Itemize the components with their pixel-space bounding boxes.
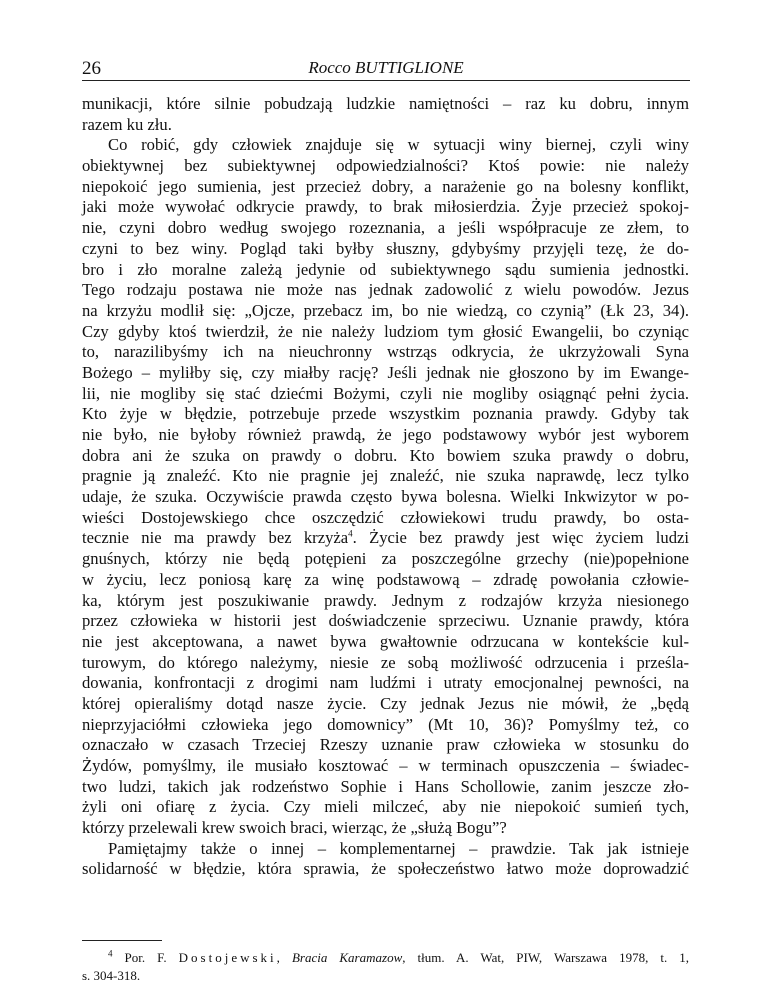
- text-line: przez człowieka w historii jest doświadczenie sprzeciwu. Uznanie prawdy, która: [82, 611, 689, 631]
- footnote-line: s. 304-318.: [82, 968, 141, 983]
- text-line: nieprzyjaciółmi człowieka jego domownicy” (Mt 10, 36)? Pomyślmy też, co: [82, 714, 689, 734]
- text-line: Bożego – myliłby się, czy miałby rację? Jeśli jednak nie głoszono by im Ewange-: [82, 362, 689, 382]
- footnote-separator: [82, 940, 162, 941]
- text-line: czyni to bez winy. Pogląd taki byłby słuszny, gdybyśmy przyjęli tezę, że do-: [82, 238, 689, 258]
- text-line: Kto żyje w błędzie, potrzebuje przede wszystkim poznania prawdy. Gdyby tak: [82, 404, 689, 424]
- text-line: której opieraliśmy dotąd nasze życie. Czy jednak Jezus nie mówił, że „będą: [82, 693, 689, 713]
- footnote: [82, 949, 689, 985]
- main-text: [82, 94, 689, 880]
- text-line-with-footnote: [82, 528, 689, 549]
- text-line: którzy przelewali krew swoich braci, wierząc, że „służą Bogu”?: [82, 818, 507, 838]
- footnote-line: $^4$ Por. F. Dostojewski, Bracia Karamazow, tłum. A. Wat, PIW, Warszawa 1978, t. 1,: [108, 948, 690, 965]
- running-header: [82, 56, 690, 81]
- footnote-reference: 4: [348, 528, 353, 539]
- text-line: w życiu, lecz poniosą karę za winę podstawową – zdradę powołania człowie-: [82, 569, 689, 589]
- text-line: solidarność w błędzie, która sprawia, że społeczeństwo łatwo może doprowadzić: [82, 859, 689, 879]
- text-fragment: tecznie nie ma prawdy bez krzyża: [82, 528, 349, 548]
- text-line: udaje, że szuka. Oczywiście prawda często bywa bolesna. Wielki Inkwizytor w po-: [82, 487, 689, 507]
- text-line: niepokoić jego sumienia, jest przecież dobry, a narażenie go na bolesny konflikt,: [82, 176, 689, 196]
- text-line: to, narazilibyśmy ich na nieuchronny wstrząs odkrycia, że ukrzyżowali Syna: [82, 342, 689, 362]
- text-line: ka, którym jest poszukiwanie prawdy. Jednym z rodzajów krzyża niesionego: [82, 590, 689, 610]
- text-line: wieści Dostojewskiego chce oszczędzić człowiekowi trudu prawdy, bo osta-: [82, 507, 689, 527]
- page-number: 26: [82, 58, 101, 79]
- footnote-book-title: Bracia Karamazow: [291, 950, 403, 965]
- text-line: pragnie ją znaleźć. Kto nie pragnie jej znaleźć, nie szuka naprawdę, lecz tylko: [82, 466, 689, 486]
- text-line: obiektywnej bez subiektywnej odpowiedzialności? Ktoś powie: nie należy: [82, 156, 689, 176]
- text-line: dobra ani że szuka on prawdy o dobru. Kto bowiem szuka prawdy o dobru,: [82, 445, 689, 465]
- text-line: razem ku złu.: [82, 114, 172, 134]
- text-line: Pamiętajmy także o innej – komplementarnej – prawdzie. Tak jak istnieje: [108, 838, 689, 858]
- text-line: dowania, konfrontacji z drogimi nam ludźmi i utraty emocjonalnej pewności, na: [82, 673, 689, 693]
- text-line: gnuśnych, którzy nie będą potępieni za poszczególne grzechy (nie)popełnione: [82, 549, 689, 569]
- text-line: bro i zło moralne zależą jedynie od subiektywnego sądu sumienia jednostki.: [82, 259, 689, 279]
- text-line: nie, czyni dobro według swojego rozeznania, a jeśli współpracuje ze złem, to: [82, 218, 689, 238]
- footnote-author: Dostojewski: [178, 950, 277, 965]
- text-line: nie jest akceptowana, a nawet bywa gwałtownie odrzucana w kontekście kul-: [82, 631, 689, 651]
- text-line: Żydów, pomyślmy, ile musiało kosztować – w terminach opuszczenia – świadec-: [82, 756, 689, 775]
- footnote-text: Por. F.: [124, 950, 167, 965]
- text-line: na krzyżu modlił się: „Ojcze, przebacz im, bo nie wiedzą, co czynią” (Łk 23, 34).: [82, 300, 689, 320]
- text-line: Tego rodzaju postawa nie może nas jednak zadowolić z wielu powodów. Jezus: [82, 280, 689, 300]
- text-line: Co robić, gdy człowiek znajduje się w sytuacji winy biernej, czyli winy: [108, 135, 689, 155]
- footnote-text: , tłum. A. Wat, PIW, Warszawa 1978, t. 1,: [402, 950, 690, 965]
- footnote-marker: 4: [108, 948, 113, 959]
- text-line: oznaczało w czasach Trzeciej Rzeszy uznanie praw człowieka w stosunku do: [82, 735, 689, 755]
- text-line: żyli oni ofiarę z życia. Czy mieli milczeć, aby nie niepokoić sumień tych,: [82, 797, 689, 817]
- running-title: Rocco BUTTIGLIONE: [308, 58, 464, 77]
- text-line: munikacji, które silnie pobudzają ludzkie namiętności – raz ku dobru, innym: [82, 94, 689, 113]
- text-line: turowym, do którego należymy, niesie ze sobą możliwość odrzucenia i prześla-: [82, 652, 689, 672]
- text-line: Czy gdyby ktoś twierdził, że nie należy ludziom tym głosić Ewangelii, bo czyniąc: [82, 321, 689, 341]
- text-line: two ludzi, takich jak rodzeństwo Sophie i Hans Schollowie, zanim jeszcze zło-: [82, 776, 689, 796]
- text-line: nie było, nie byłoby również prawdą, że jego podstawowy wybór jest wyborem: [82, 425, 689, 444]
- text-fragment: . Życie bez prawdy jest więc życiem ludzi: [352, 528, 689, 548]
- text-line: lii, nie mogliby się stać dziećmi Bożymi, czyli nie mogliby osiągnąć pełni życia.: [82, 383, 689, 403]
- text-line: jaki może wywołać odkrycie prawdy, to brak miłosierdzia. Żyje przecież spokoj-: [82, 197, 689, 217]
